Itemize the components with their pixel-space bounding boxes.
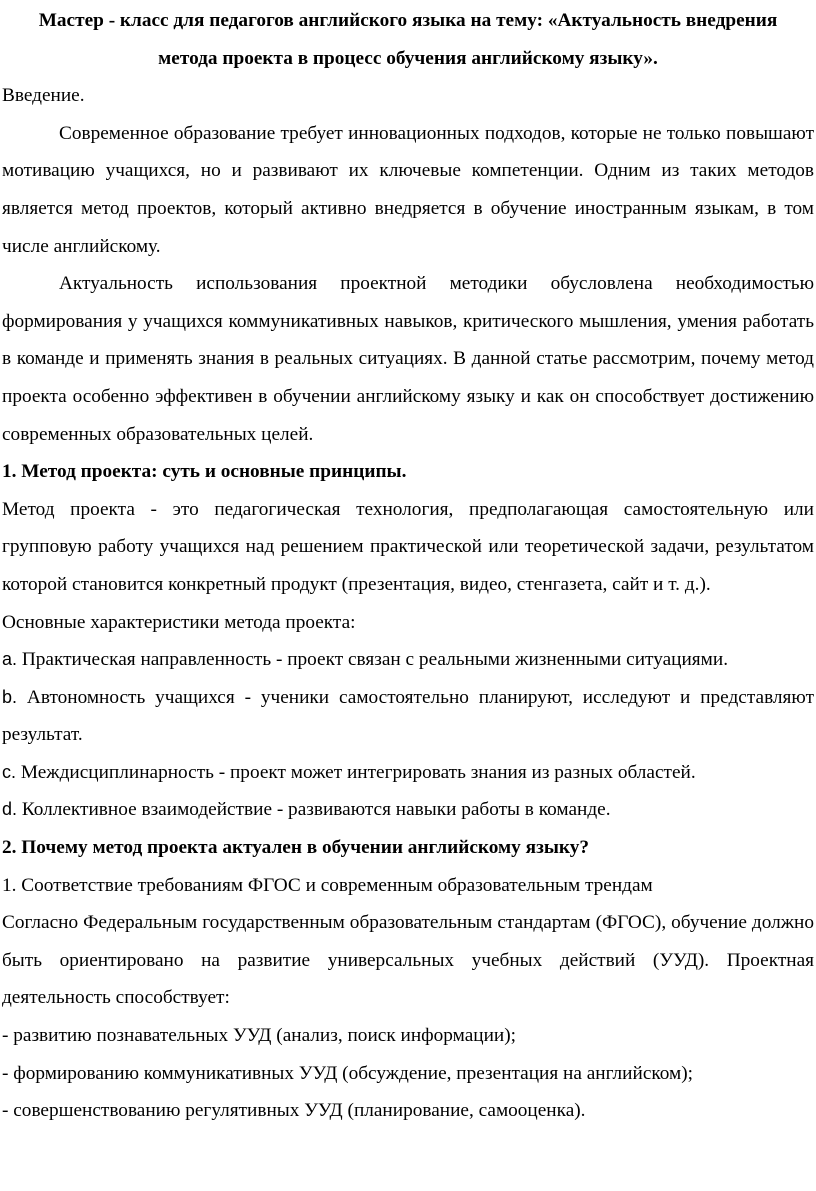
section-2-subheading: 1. Соответствие требованиям ФГОС и современным образовательным трендам (2, 874, 653, 896)
section-1-heading: 1. Метод проекта: суть и основные принципы. (2, 461, 407, 483)
bullet-item: - развитию познавательных УУД (анализ, поиск информации); (2, 1025, 516, 1047)
intro-paragraph-2: Актуальность использования проектной методики обусловлена необходимостью формирования у учащихся коммуникативных навыков, критического мышления, умения работать в команде и применять знания в реальных ситуациях. В данной статье рассмотрим, почему метод проекта особенно эффективен в обучении английскому языку и как он способствует достижению современных образовательных целей. (2, 273, 814, 445)
characteristic-text: Коллективное взаимодействие - развиваются навыки работы в команде. (21, 799, 611, 821)
intro-paragraph-1: Современное образование требует инновационных подходов, которые не только повышают мотивацию учащихся, но и развивают их ключевые компетенции. Одним из таких методов является метод проектов, который активно внедряется в обучение иностранным языкам, в том числе английскому. (2, 122, 814, 257)
section-1-definition: Метод проекта - это педагогическая технология, предполагающая самостоятельную или групповую работу учащихся над решением практической или теоретической задачи, результатом которой становится конкретный продукт (презентация, видео, стенгазета, сайт и т. д.). (2, 498, 814, 595)
list-marker: b. (2, 686, 18, 707)
section-2-heading: 2. Почему метод проекта актуален в обучении английскому языку? (2, 837, 589, 859)
characteristic-item-b (2, 679, 814, 754)
list-marker: a. (2, 649, 18, 670)
list-marker: c. (2, 761, 17, 782)
bullet-item: - совершенствованию регулятивных УУД (планирование, самооценка). (2, 1100, 586, 1122)
characteristic-text: Автономность учащихся - ученики самостоятельно планируют, исследуют и представляют результат. (2, 686, 814, 746)
characteristic-item-c (2, 754, 814, 792)
section-2-paragraph: Согласно Федеральным государственным образовательным стандартам (ФГОС), обучение должно быть ориентировано на развитие универсальных учебных действий (УУД). Проектная деятельность способствует: (2, 912, 814, 1009)
list-marker: d. (2, 799, 18, 820)
characteristics-intro: Основные характеристики метода проекта: (2, 611, 356, 633)
document-title: Мастер - класс для педагогов английского языка на тему: «Актуальность внедрения метода проекта в процесс обучения английскому языку». (38, 10, 778, 69)
bullet-item: - формированию коммуникативных УУД (обсуждение, презентация на английском); (2, 1062, 694, 1084)
intro-label: Введение. (2, 85, 85, 107)
characteristic-item-d (2, 791, 814, 829)
characteristic-text: Практическая направленность - проект связан с реальными жизненными ситуациями. (21, 649, 729, 671)
characteristic-text: Междисциплинарность - проект может интегрировать знания из разных областей. (20, 761, 696, 783)
characteristic-item-a (2, 641, 814, 679)
